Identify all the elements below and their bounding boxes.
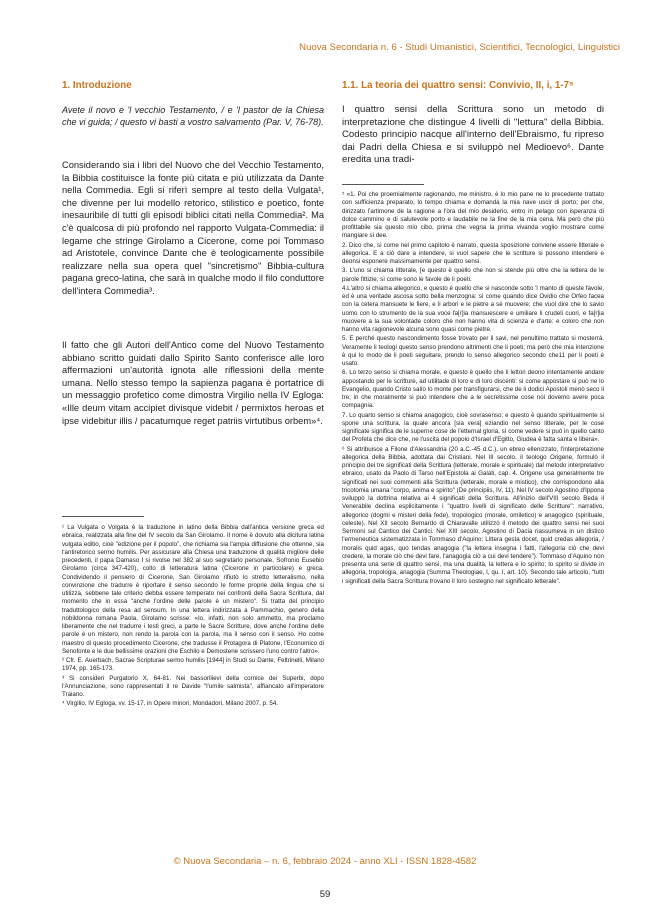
footnote-5-part-6: 6. Lo terzo senso si chiama morale, e questo è quello che li lettori deono intentamente andare appostando per le scritture, ad utilitade di loro e di loro discenti: sì come appostare si può ne lo Evangelio, quando Cristo salìo lo monte per transfigurarsi, che de li dodici Apostoli menò seco li tre; in che moralmente si può intendere che a le secretissime cose noi dovemo avere poca compagnia. [342, 369, 604, 410]
footnote-2: ² Cfr. E. Auerbach, Sacrae Scripturae sermo humilis [1944] in Studi su Dante, Feltrinelli, Milano 1974, pp. 165-173. [62, 657, 324, 673]
footnote-5-part-3: 3. L'uno si chiama litterale, [e questo è quello che non si stende più oltre che la lettera de le parole fittizie, sì come sono le favole de li poeti. [342, 267, 604, 283]
intro-paragraph-1: Considerando sia i libri del Nuovo che del Vecchio Testamento, la Bibbia costituisce la fonte più citata e più utilizzata da Dante nella Commedia. Egli si riferì sempre al testo della Vulgata¹, che divenne per lui modello retorico, stilistico e poetico, fonte inesauribile di tutti gli episodi biblici citati nella Commedia². Ma c'è qualcosa di più profondo nel rapporto Vulgata-Commedia: il legame che stringe Girolamo a Cicerone, come poi Tommaso ad Aristotele, convince Dante che è teologicamente possibile realizzare nella sua opera quel "sincretismo" Bibbia-cultura pagana greco-latina, che sarà in qualche modo il filo conduttore dell'intera Commedia³. [62, 160, 324, 296]
section-heading-introduction: 1. Introduzione [62, 80, 132, 91]
quattro-sensi-paragraph: I quattro sensi della Scrittura sono un metodo di interpretazione che distingue 4 livelli di "lettura" della Bibbia. Codesto principio nacque all'interno dell'Ebraismo, fu ripreso dai Padri della Chiesa e si sviluppò nel Medioevo⁶. Dante eredita una tradi- [342, 104, 604, 166]
footnote-divider [342, 184, 424, 185]
epigraph: Avete il novo e 'l vecchio Testamento, / e 'l pastor de la Chiesa che vi guida; / questo vi basti a vostro salvamento (Par. V, 76-78). [62, 105, 324, 127]
footnote-5-part-1: ⁵ «1. Poi che proemialmente ragionando, me ministro, è lo mio pane ne lo precedente trattato con sufficienza preparato, lo tempo chiama e domanda la mia nave uscir di porto; per che, dirizzato l'artimone de la ragione a l'òra del mio desiderio, entro in pelago con isperanza di dolce cammino e di salutevole porto e laudabile ne la fine de la mia cena. Ma però che più profittabile sia questo mio cibo, prima che vegna la prima vivanda voglio mostrare come mangiare si dee. [342, 191, 604, 240]
right-footnotes [342, 191, 604, 587]
footnote-6: ⁶ Si attribuisce a Filone d'Alessandria (20 a.C.-45 d.C.), un ebreo ellenizzato, l'interpretazione allegorica della Bibbia, adottata dai Cristiani. Nel III secolo, il teologo Origene, formulò il principio dei tre significati della Scrittura (letterale, morale e spirituale) dal metodo interpretativo ebraico, usato da Paolo di Tarso nell'Epistola ai Galati, cap. 4. Origene usa generalmente tre significati nei suoi commenti alla Scrittura (letterale, morale e mistico), che corrispondono alla tricotomia umana "corpo, anima e spirito" (De principiis, IV, 11). Nel IV secolo Agostino d'Ippona sviluppò la dottrina relativa ai 4 significati della Scrittura. All'inizio dell'VIII secolo Beda il Venerabile declina esplicitamente i "quattro livelli di significato delle Scritture": narrativo, allegorico (dogmi e misteri della fede), tropologico (morale, omiletico) e anagogico (spirituale, celeste). Nel XII secolo Bernardo di Chiaravalle utilizzò il metodo dei quattro sensi nei suoi Sermoni sul Cantico dei Cantici. Nel XIII secolo, Agostino di Dacia riassumeva in un distico l'ermeneutica sistematizzata in Tommaso d'Aquino: Littera gesta docet, quid credas allegoria, / moralis quid agas, quo tendas anagogia ("la lettera insegna i fatti, l'allegoria ciò che devi credere, la morale ciò che devi fare, l'anagogia ciò a cui devi tendere"). Tommaso d'Aquino non presenta una serie di quattro sensi, ma una dualità, la lettera e lo spirito; lo spirito si divide in allegoria, tropologia, anagogia (Summa Theologiae, I, qu. I, art. 10). Secondo tale articolo, "tutti i significati della Sacra Scrittura trovano il loro sostegno nel significato letterale". [342, 445, 604, 585]
footnote-divider [62, 516, 144, 517]
footnote-5-part-7: 7. Lo quarto senso si chiama anagogico, cioè sovrasenso; e questo è quando spiritualmente si spone una scrittura, la quale ancora [sia vera] eziandio nel senso litterale, per le cose significate significa de le superne cose de l'etternal gloria, sì come vedere si può in quello canto del Profeta che dice che, ne l'uscita del popolo d'Israel d'Egitto, Giudea è fatta santa e libera». [342, 411, 604, 444]
footer-copyright: © Nuova Secondaria – n. 6, febbraio 2024 - anno XLI - ISSN 1828-4582 [173, 856, 477, 867]
footnote-3: ³ Si consideri Purgatorio X, 64-81. Nei bassorilievi della cornice dei Superbi, dopo l'Annunciazione, sono rappresentati il re Davide "l'umile salmista", affiancato all'imperatore Traiano. [62, 674, 324, 698]
journal-header: Nuova Secondaria n. 6 - Studi Umanistici, Scientifici, Tecnologici, Linguistici [299, 42, 620, 53]
footnote-4: ⁴ Virgilio, IV Egloga, vv. 15-17, in Opere minori, Mondadori, Milano 2007, p. 54. [62, 700, 279, 708]
footnote-1: ¹ La Vulgata o Volgata è la traduzione in latino della Bibbia dall'antica versione greca ed ebraica, realizzata alla fine del IV secolo da San Girolamo. Il nome è dovuto alla dicitura latina vulgata editio, cioè "edizione per il popolo", che richiama sia l'ampia diffusione che ottenne, sia l'antiretorico sermo humilis. Per assicurare alla Chiesa una traduzione di qualità migliore delle precedenti, il papa Damaso I si rivolse nel 382 al suo segretario personale, Sofronio Eusebio Girolamo (circa 347-420), colto di letteratura latina (Cicerone in particolare) e greca. Condividendo il pensiero di Cicerone, San Girolamo rifiutò lo stretto letteralismo, nella convinzione che tradurre è riportare il senso secondo le forme proprie della lingua che si utilizza, sebbene tale criterio debba essere temperato nei confronti della Sacra Scrittura, dal momento che in essa "anche l'ordine delle parole è un mistero". Si tratta del principio traduttologico della resa ad sensum. In una lettera indirizzata a Pammachio, genero della nobildonna romana Paola, Girolamo scrisse: «Io, infatti, non solo ammetto, ma proclamo liberamente che nel tradurre i testi greci, a parte le Sacre Scritture, dove anche l'ordine delle parole è un mistero, non rendo la parola con la parola, ma il senso con il senso. Ho come maestro di questo procedimento Cicerone, che tradusse il Protagora di Platone, l'Economico di Senofonte e le due bellissime orazioni che Eschilo e Demostene scrissero l'uno contro l'altro». [62, 524, 324, 655]
footnote-5-part-4: 4.L'altro si chiama allegorico, e questo è quello che si nasconde sotto 'l manto di queste favole, ed è una veritade ascosa sotto bella menzogna: sì come quando dice Ovidio che Orfeo facea con la cetera mansuete le fiere, e li arbori e le pietre a sé muovere; che vuol dire che lo savio uomo con lo strumento de la sua voce fa[r]ia mansuescere e umiliare li crudeli cuori, e fa[r]ia muovere a la sua volontade coloro che non hanno vita di scienza e d'arte: e coloro che non hanno vita ragionevole alcuna sono quasi come pietre. [342, 284, 604, 333]
section-heading-quattro-sensi: 1.1. La teoria dei quattro sensi: Convivio, II, i, 1-7⁵ [342, 80, 574, 91]
footnote-5-part-5: 5. E perché questo nascondimento fosse trovato per li savi, nel penultimo trattato si mosterrà. Veramente li teologi questo senso prendono altrimenti che li poeti; ma però che mia intenzione è qui lo modo de li poeti seguitare, prendo lo senso allegorico secondo che11 per li poeti è usato. [342, 335, 604, 367]
page-number: 59 [319, 889, 331, 900]
intro-paragraph-2: Il fatto che gli Autori dell'Antico come del Nuovo Testamento abbiano scritto guidati dallo Spirito Santo conferisce alle loro affermazioni un'autorità ignota alle riflessioni della mente umana. Nello stesso tempo la sapienza pagana è portatrice di un messaggio profetico come dimostra Virgilio nella IV Egloga: «Ille deum vitam accipiet divisque videbit / permixtos heroas et ipse videbitur illis / pacatumque reget patriis virtutibus orbem»⁴. [62, 340, 324, 426]
footnote-5-part-2: 2. Dico che, sì come nel primo capitolo è narrato, questa sposizione conviene essere litterale e allegorica. E a ciò dare a intendere, si vuol sapere che le scritture si possono intendere e deonsi esponere massimamente per quattro sensi. [342, 241, 604, 265]
left-footnotes [62, 524, 324, 710]
